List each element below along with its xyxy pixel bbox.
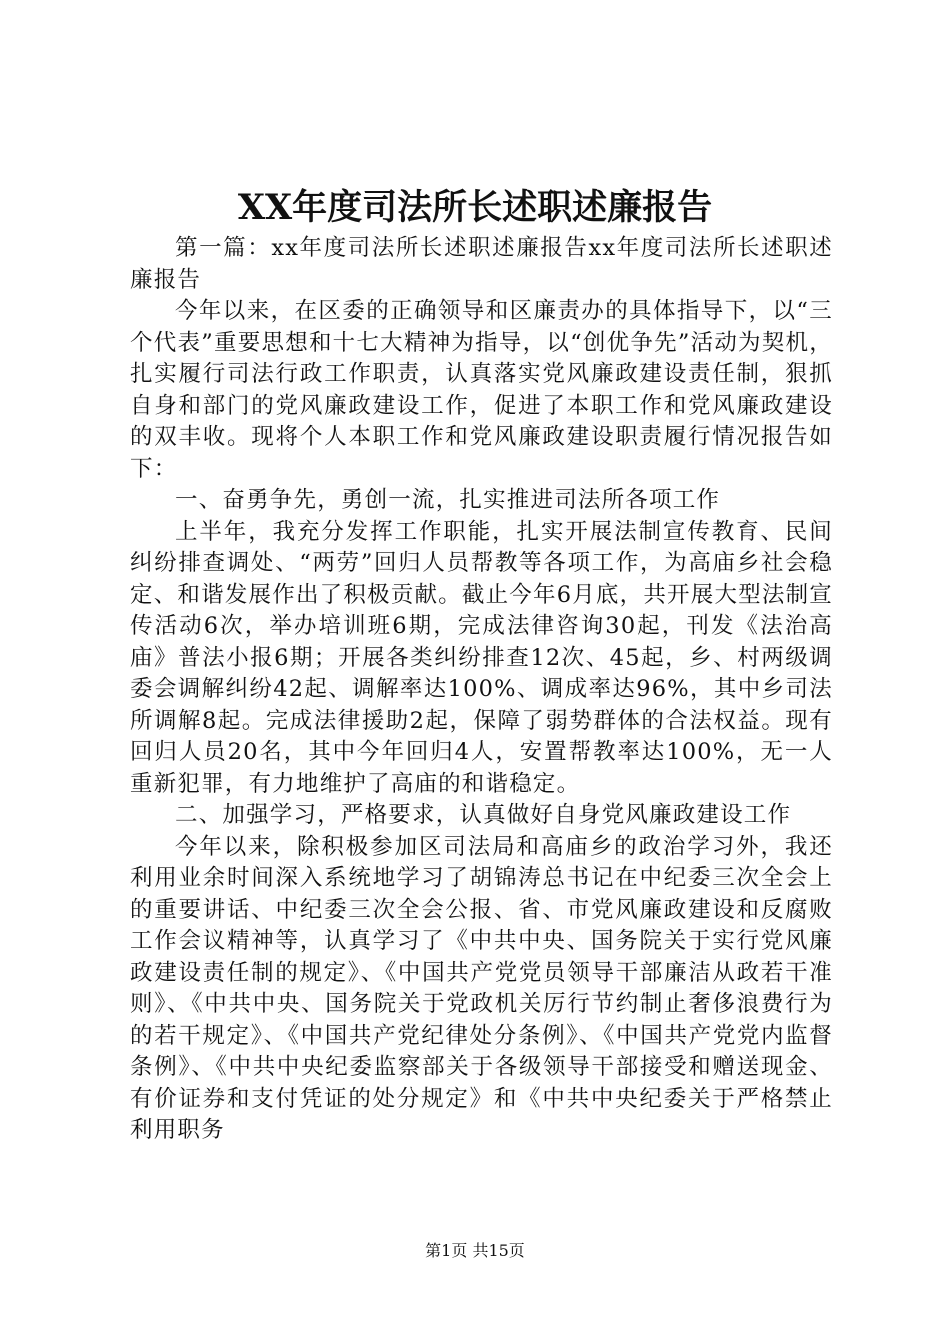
paragraph-overview: 今年以来，在区委的正确领导和区廉责办的具体指导下，以“三个代表”重要思想和十七大精神为指导，以“创优争先”活动为契机，扎实履行司法行政工作职责，认真落实党风廉政建设责任制，狠抓自身和部门的党风廉政建设工作，促进了本职工作和党风廉政建设的双丰收。现将个人本职工作和党风廉政建设职责履行情况报告如下：: [130, 298, 833, 482]
section-heading-1: 一、奋勇争先，勇创一流，扎实推进司法所各项工作: [175, 487, 721, 513]
document-title: XX年度司法所长述职述廉报告: [237, 187, 713, 228]
paragraph-intro: 第一篇：xx年度司法所长述职述廉报告xx年度司法所长述职述廉报告: [130, 235, 833, 293]
paragraph-work-results: 上半年，我充分发挥工作职能，扎实开展法制宣传教育、民间纠纷排查调处、“两劳”回归人员帮教等各项工作，为高庙乡社会稳定、和谐发展作出了积极贡献。截止今年6月底，共开展大型法制宣传活动6次，举办培训班6期，完成法律咨询30起，刊发《法治高庙》普法小报6期；开展各类纠纷排查12次、45起，乡、村两级调委会调解纠纷42起、调解率达100%、调成率达96%，其中乡司法所调解8起。完成法律援助2起，保障了弱势群体的合法权益。现有回归人员20名，其中今年回归4人，安置帮教率达100%，无一人重新犯罪，有力地维护了高庙的和谐稳定。: [130, 518, 833, 797]
document-body: [130, 233, 833, 1147]
page-number: 第1页 共15页: [425, 1241, 525, 1260]
paragraph-study: 今年以来，除积极参加区司法局和高庙乡的政治学习外，我还利用业余时间深入系统地学习了胡锦涛总书记在中纪委三次全会上的重要讲话、中纪委三次全会公报、省、市党风廉政建设和反腐败工作会议精神等，认真学习了《中共中央、国务院关于实行党风廉政建设责任制的规定》、《中国共产党党员领导干部廉洁从政若干准则》、《中共中央、国务院关于党政机关厉行节约制止奢侈浪费行为的若干规定》、《中国共产党纪律处分条例》、《中国共产党党内监督条例》、《中共中央纪委监察部关于各级领导干部接受和赠送现金、有价证券和支付凭证的处分规定》和《中共中央纪委关于严格禁止利用职务: [130, 833, 833, 1143]
section-heading-2: 二、加强学习，严格要求，认真做好自身党风廉政建设工作: [175, 802, 792, 828]
